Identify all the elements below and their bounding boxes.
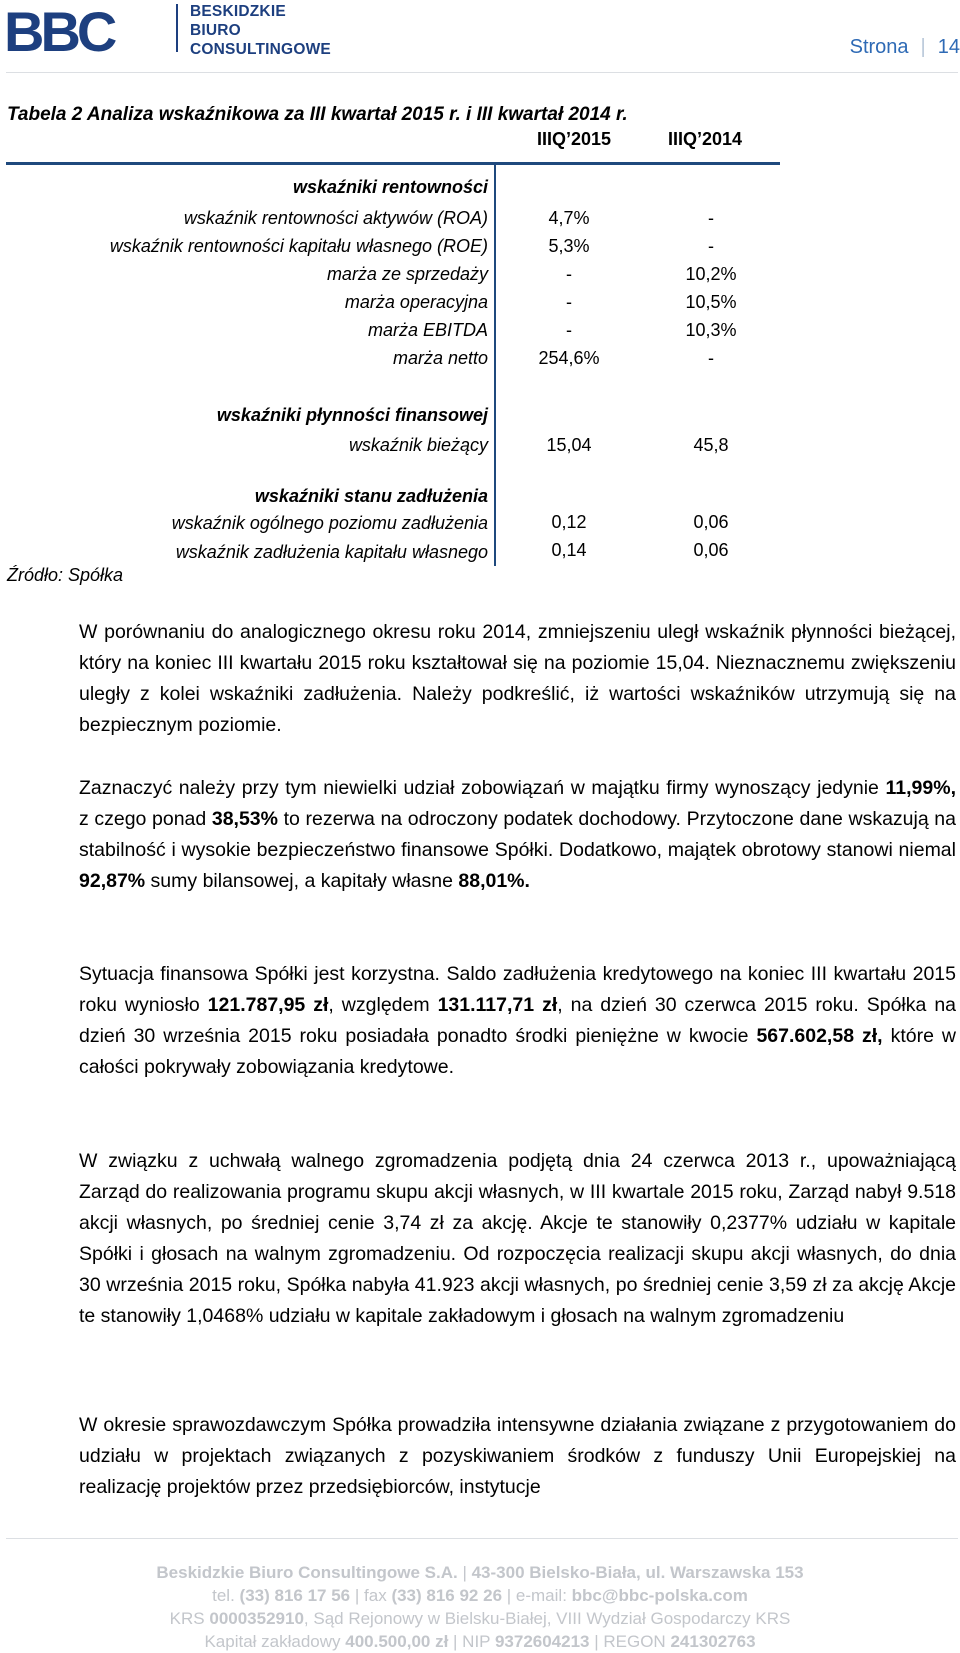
section-title-liquidity: wskaźniki płynności finansowej (216, 405, 488, 425)
page-label: Strona (849, 36, 909, 58)
footer-line-1: Beskidzkie Biuro Consultingowe S.A. | 43-300 Bielsko-Biała, ul. Warszawska 153 (156, 1563, 804, 1582)
paragraph-liabilities: Zaznaczyć należy przy tym niewielki udział zobowiązań w majątku firmy wynoszący jedynie 11,99%, z czego ponad 38,53% to rezerwa na odroczony podatek dochodowy. Przytoczone dane wskazują na stabilność i wysokie bezpieczeństwo finansowe Spółki. Dodatkowo, majątek obrotowy stanowi niemal 92,87% sumy bilansowej, a kapitały własne 88,01%. (79, 777, 956, 892)
row-value-2014: 0,06 (693, 540, 729, 560)
row-value-2015: 0,12 (551, 512, 587, 532)
row-value-2015: 254,6% (538, 348, 600, 368)
row-label: wskaźnik ogólnego poziomu zadłużenia (171, 513, 488, 533)
table-caption: Tabela 2 Analiza wskaźnikowa za III kwartał 2015 r. i III kwartał 2014 r. (7, 104, 628, 125)
section-title-profitability: wskaźniki rentowności (292, 177, 488, 197)
logo-wordmark: BESKIDZKIE BIURO CONSULTINGOWE (190, 3, 331, 58)
svg-text:BBC: BBC (4, 4, 114, 56)
row-value-2015: 4,7% (548, 208, 590, 228)
footer-line-3: KRS 0000352910, Sąd Rejonowy w Bielsku-Białej, VIII Wydział Gospodarczy KRS (169, 1609, 791, 1628)
page-header (0, 0, 960, 72)
row-value-2014: 45,8 (693, 435, 729, 455)
row-label: marża ze sprzedaży (326, 264, 488, 284)
row-value-2014: 10,2% (685, 264, 737, 284)
page-indicator (850, 36, 960, 59)
row-value-2015: - (566, 320, 572, 340)
row-value-2015: - (566, 264, 572, 284)
row-value-2015: 0,14 (551, 540, 587, 560)
footer-email-link[interactable]: bbc@bbc-polska.com (571, 1586, 748, 1605)
page-separator: | (920, 36, 926, 58)
row-value-2015: 15,04 (546, 435, 592, 455)
footer-line-4: Kapitał zakładowy 400.500,00 zł | NIP 9372604213 | REGON 241302763 (204, 1632, 756, 1651)
footer-divider (6, 1538, 958, 1539)
row-value-2014: - (708, 208, 714, 228)
row-value-2015: 5,3% (548, 236, 590, 256)
row-label: marża EBITDA (367, 320, 488, 340)
table-source: Źródło: Spółka (7, 565, 124, 585)
row-label: wskaźnik rentowności kapitału własnego (ROE) (109, 236, 488, 256)
row-value-2015: - (566, 292, 572, 312)
logo-divider (176, 4, 178, 52)
row-label: wskaźnik rentowności aktywów (ROA) (183, 208, 488, 228)
row-label: marża operacyjna (344, 292, 488, 312)
bbc-logo (4, 4, 154, 56)
table-header-rule (6, 162, 780, 165)
row-value-2014: 10,5% (685, 292, 737, 312)
row-value-2014: 10,3% (685, 320, 737, 340)
row-value-2014: 0,06 (693, 512, 729, 532)
paragraph-liquidity: W porównaniu do analogicznego okresu roku 2014, zmniejszeniu uległ wskaźnik płynności bieżącej, który na koniec III kwartału 2015 roku kształtował się na poziomie 15,04. Nieznacznemu zwiększeniu uległy z kolei wskaźniki zadłużenia. Należy podkreślić, iż wartości wskaźników utrzymują się na bezpiecznym poziomie. (79, 621, 956, 736)
paragraph-buyback: W związku z uchwałą walnego zgromadzenia podjętą dnia 24 czerwca 2013 r., upoważniającą Zarząd do realizowania programu skupu akcji własnych, w III kwartale 2015 roku, Zarząd nabył 9.518 akcji własnych, po średniej cenie 3,74 zł za akcję. Akcje te stanowiły 0,2377% udziału w kapitale Spółki i głosach na walnym zgromadzeniu. Od rozpoczęcia realizacji skupu akcji własnych, do dnia 30 września 2015 roku, Spółka nabyła 41.923 akcji własnych, po średniej cenie 3,59 zł za akcję Akcje te stanowiły 1,0468% udziału w kapitale zakładowym i głosach na walnym zgromadzeniu (79, 1150, 956, 1327)
section-title-debt: wskaźniki stanu zadłużenia (254, 486, 488, 506)
page-number: 14 (937, 36, 960, 58)
column-header-2014: IIIQ’2014 (668, 129, 743, 149)
row-label: wskaźnik bieżący (348, 435, 488, 455)
footer-line-2: tel. (33) 816 17 56 | fax (33) 816 92 26 | e-mail: bbc@bbc-polska.com (212, 1586, 748, 1605)
column-header-2015: IIIQ’2015 (537, 129, 612, 149)
header-divider (6, 72, 958, 73)
table-vertical-rule (494, 165, 496, 566)
row-label: marża netto (392, 348, 488, 368)
row-value-2014: - (708, 348, 714, 368)
paragraph-eu-funds: W okresie sprawozdawczym Spółka prowadziła intensywne działania związane z przygotowaniem do udziału w projektach związanych z pozyskiwaniem środków z funduszy Unii Europejskiej na realizację projektów przez przedsiębiorców, instytucje (79, 1414, 956, 1498)
paragraph-credit: Sytuacja finansowa Spółki jest korzystna. Saldo zadłużenia kredytowego na koniec III kwartału 2015 roku wyniosło 121.787,95 zł, względem 131.117,71 zł, na dzień 30 czerwca 2015 roku. Spółka na dzień 30 września 2015 roku posiadała ponadto środki pieniężne w kwocie 567.602,58 zł, które w całości pokrywały zobowiązania kredytowe. (79, 963, 957, 1078)
row-value-2014: - (708, 236, 714, 256)
row-label: wskaźnik zadłużenia kapitału własnego (175, 542, 488, 562)
